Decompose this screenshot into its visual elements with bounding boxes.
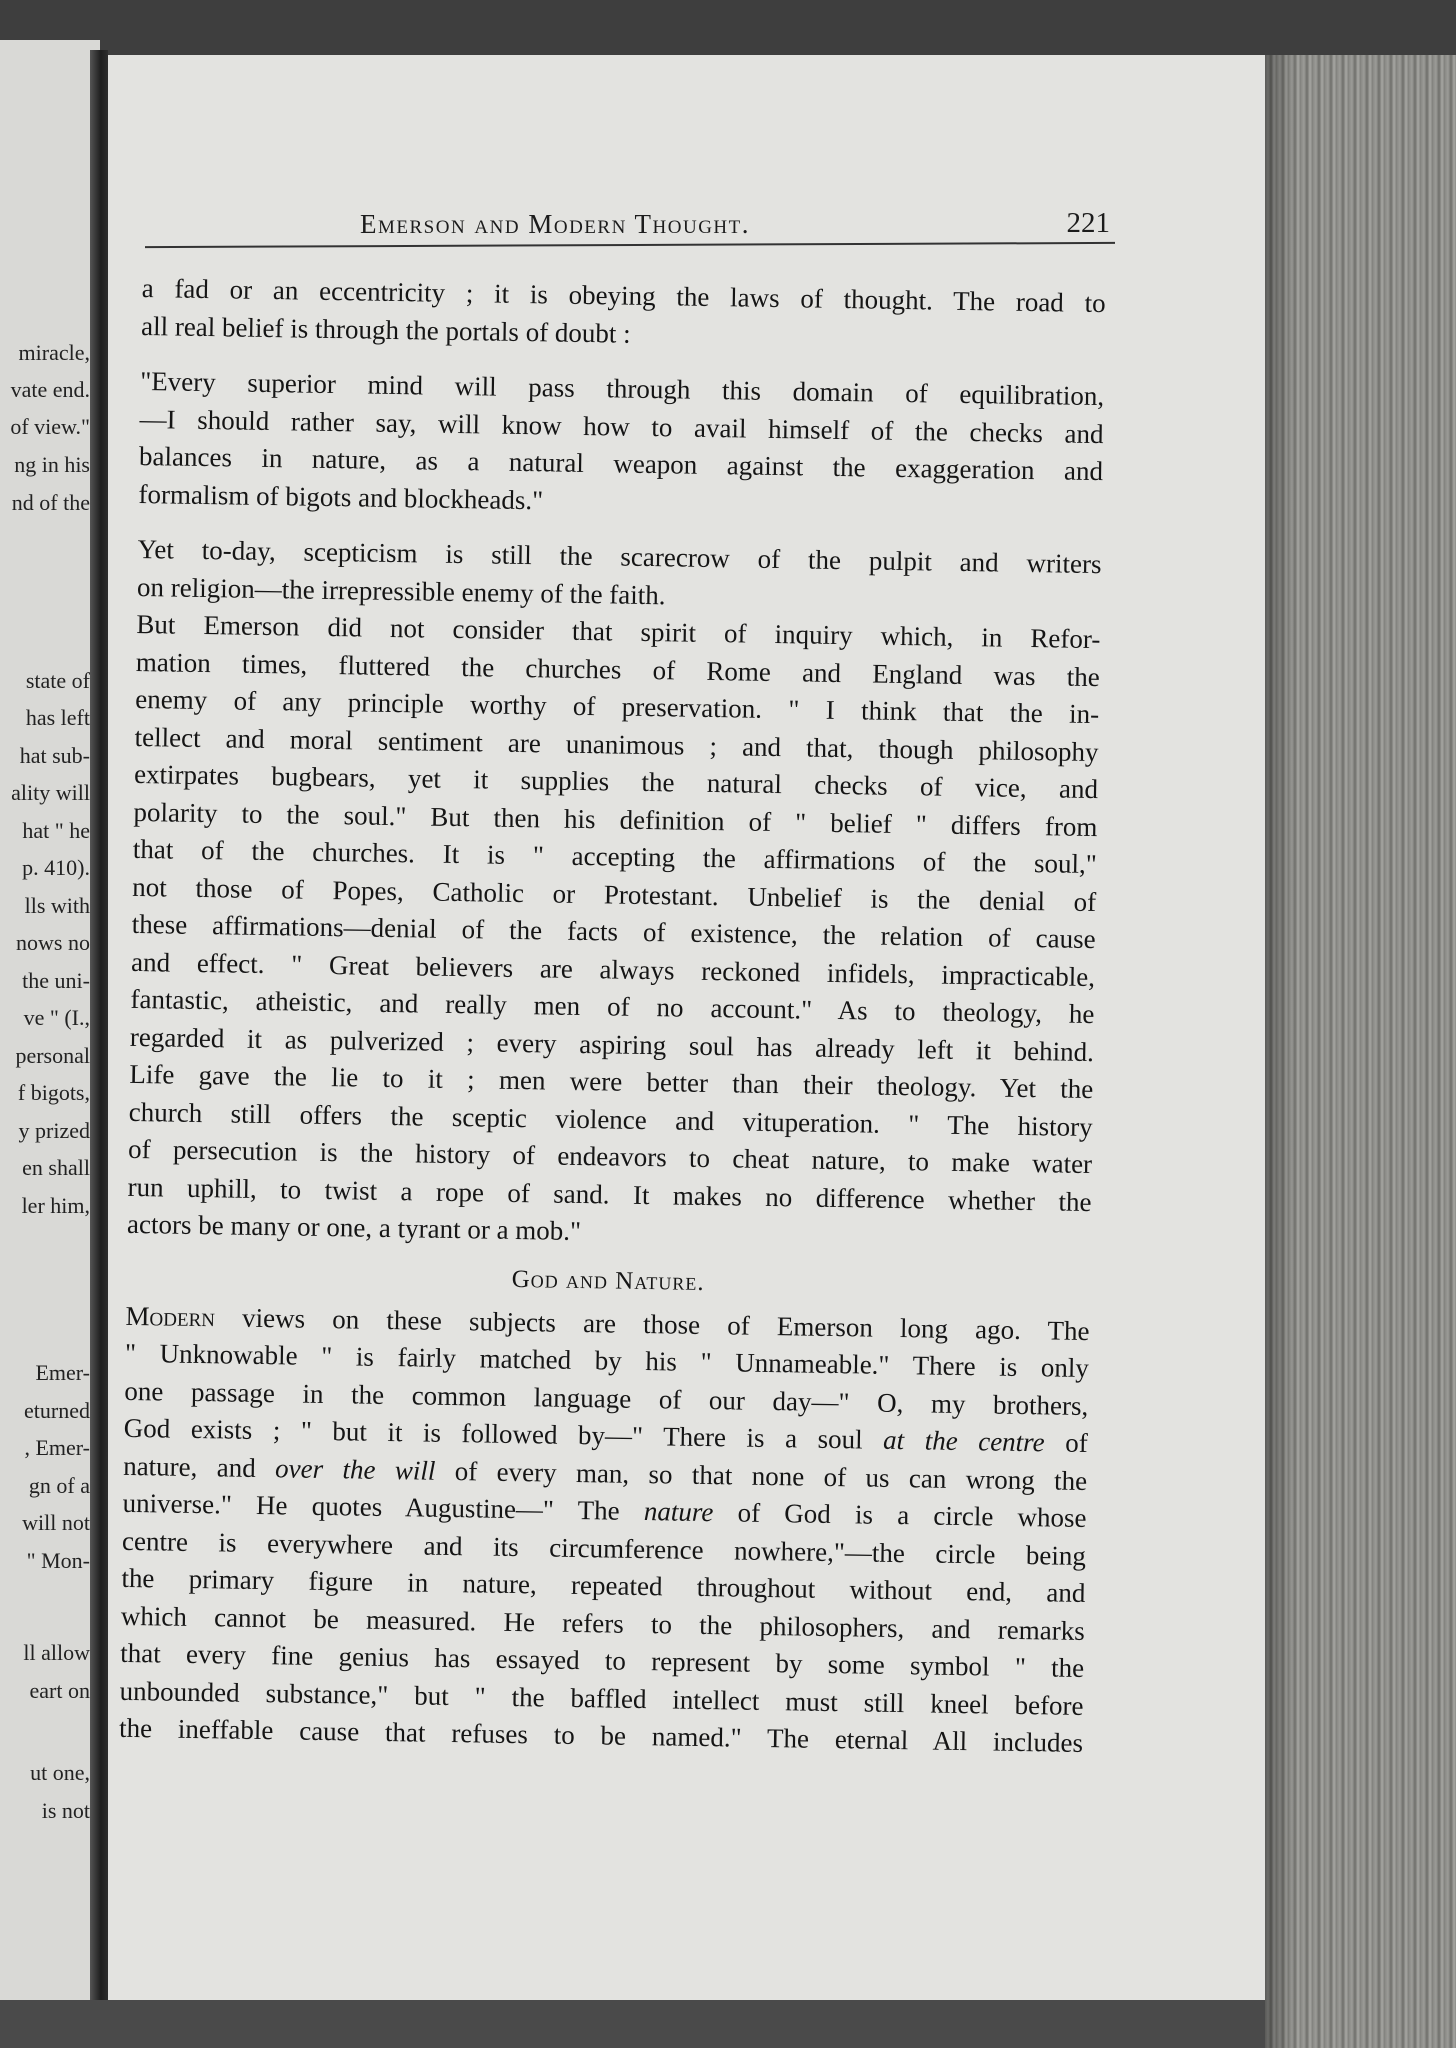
text-line: all real belief is through the portals of doubt : <box>140 310 631 349</box>
left-page-fragment: ll allow <box>23 1640 90 1665</box>
left-page-fragment: ng in his <box>14 452 90 477</box>
block-quote <box>138 363 1104 528</box>
text-line: Yet to-day, scepticism is still the scarecrow of the pulpit and writers <box>137 533 1102 580</box>
text-line: fantastic, atheistic, and really men of no account." As to theology, he <box>130 983 1095 1030</box>
left-page-fragment: en shall <box>22 1155 90 1180</box>
left-page-fragment: hat " he <box>22 818 90 843</box>
text-line: a fad or an eccentricity ; it is obeying the laws of thought. The road to <box>141 272 1106 319</box>
fore-edge-shadow <box>1265 55 1295 2048</box>
text-line: not those of Popes, Catholic or Protestant. Unbelief is the denial of <box>132 871 1097 917</box>
left-page-fragment: has left <box>25 705 90 730</box>
text-line: of persecution is the history of endeavors to cheat nature, to make water <box>127 1133 1093 1180</box>
text-line: run uphill, to twist a rope of sand. It makes no difference whether the <box>127 1171 1092 1217</box>
left-page-fragment: hat sub- <box>19 743 90 768</box>
left-page-fragment: nows no <box>16 930 90 955</box>
text-line: mation times, fluttered the churches of Rome and England was the <box>135 646 1100 692</box>
left-page-fragment: miracle, <box>18 340 90 365</box>
left-page-fragment: p. 410). <box>22 855 90 880</box>
text-line: church still offers the sceptic violence and vituperation. " The history <box>128 1096 1093 1142</box>
left-page-fragment: eart on <box>29 1678 90 1703</box>
text-line: " Unknowable " is fairly matched by his " Unnameable." There is only <box>124 1337 1090 1384</box>
text-line: God exists ; " but it is followed by—" There is a soul at the centre of <box>123 1412 1088 1458</box>
text-line: which cannot be measured. He refers to the philosophers, and remarks <box>120 1600 1085 1646</box>
left-page-fragment: vate end. <box>10 377 90 402</box>
left-page <box>0 40 100 2000</box>
left-page-fragment: ve " (I., <box>23 1005 90 1030</box>
text-line: the primary figure in nature, repeated throughout without end, and <box>121 1562 1086 1608</box>
text-line: actors be many or one, a tyrant or a mob." <box>126 1208 582 1247</box>
text-line: balances in nature, as a natural weapon against the exaggeration and <box>138 440 1104 487</box>
left-page-fragment: personal <box>15 1043 90 1068</box>
left-page-fragment: nd of the <box>11 490 90 515</box>
page-header <box>150 205 1110 245</box>
left-page-fragment: f bigots, <box>17 1080 90 1105</box>
text-line: unbounded substance," but " the baffled intellect must still kneel before <box>119 1675 1084 1721</box>
text-line: on religion—the irrepressible enemy of the faith. <box>136 571 666 610</box>
paragraph <box>127 606 1101 1259</box>
text-line: formalism of bigots and blockheads." <box>138 478 544 515</box>
text-line: —I should rather say, will know how to avail himself of the checks and <box>139 403 1104 449</box>
section-heading: God and Nature. <box>511 1265 705 1296</box>
text-line: nature, and over the will of every man, so that none of us can wrong the <box>122 1450 1088 1496</box>
left-page-fragment: ality will <box>11 780 90 805</box>
left-page-fragment: of view." <box>10 414 90 439</box>
text-line: "Every superior mind will pass through this domain of equilibration, <box>140 365 1105 412</box>
background-top <box>0 0 1456 60</box>
paragraph <box>141 270 1106 360</box>
left-page-fragment: state of <box>25 668 90 693</box>
text-line: universe." He quotes Augustine—" The nature of God is a circle whose <box>122 1487 1087 1533</box>
text-line: extirpates bugbears, yet it supplies the natural checks of vice, and <box>133 758 1099 805</box>
left-page-fragment: y prized <box>18 1118 90 1143</box>
text-line: Modern views on these subjects are those of Emerson long ago. The <box>125 1300 1090 1346</box>
left-page-fragment: Emer- <box>35 1360 90 1385</box>
background-bottom <box>0 2000 1265 2048</box>
text-line: enemy of any principle worthy of preservation. " I think that the in- <box>135 683 1100 730</box>
body-text <box>119 270 1106 1762</box>
text-line: tellect and moral sentiment are unanimous ; and that, though philosophy <box>134 721 1099 767</box>
lead-word: Modern <box>125 1300 216 1332</box>
text-line: polarity to the soul." But then his definition of " belief " differs from <box>133 796 1098 842</box>
text-line: that every fine genius has essayed to represent by some symbol " the <box>120 1637 1085 1683</box>
text-line: But Emerson did not consider that spirit of inquiry which, in Refor- <box>136 608 1101 655</box>
left-page-fragment: , Emer- <box>24 1435 90 1460</box>
left-page-fragment: will not <box>22 1510 90 1535</box>
left-page-fragment: ler him, <box>21 1193 90 1218</box>
text-line: Life gave the lie to it ; men were better than their theology. Yet the <box>129 1058 1094 1105</box>
text-line: centre is everywhere and its circumference nowhere,"—the circle being <box>121 1525 1087 1571</box>
text-line: that of the churches. It is " accepting the affirmations of the soul," <box>132 833 1098 880</box>
left-page-fragment: is not <box>41 1798 90 1823</box>
left-page-fragment: ut one, <box>30 1760 90 1785</box>
left-page-fragment: lls with <box>24 893 90 918</box>
text-line: these affirmations—denial of the facts of existence, the relation of cause <box>131 908 1096 955</box>
text-line: regarded it as pulverized ; every aspiring soul has already left it behind. <box>129 1021 1095 1067</box>
text-line: one passage in the common language of our day—" O, my brothers, <box>124 1375 1089 1421</box>
text-line: and effect. " Great believers are always reckoned infidels, impracticable, <box>130 946 1096 992</box>
page-number: 221 <box>1066 207 1110 239</box>
left-page-fragment: gn of a <box>28 1473 90 1498</box>
left-page-fragment: eturned <box>24 1398 90 1423</box>
book-gutter-shadow <box>90 50 108 2000</box>
left-page-fragment: the uni- <box>22 968 90 993</box>
running-head: Emerson and Modern Thought. <box>360 209 751 239</box>
left-page-fragment: " Mon- <box>26 1548 90 1573</box>
text-line: the ineffable cause that refuses to be named." The eternal All includes <box>118 1712 1084 1758</box>
paragraph <box>119 1297 1090 1762</box>
